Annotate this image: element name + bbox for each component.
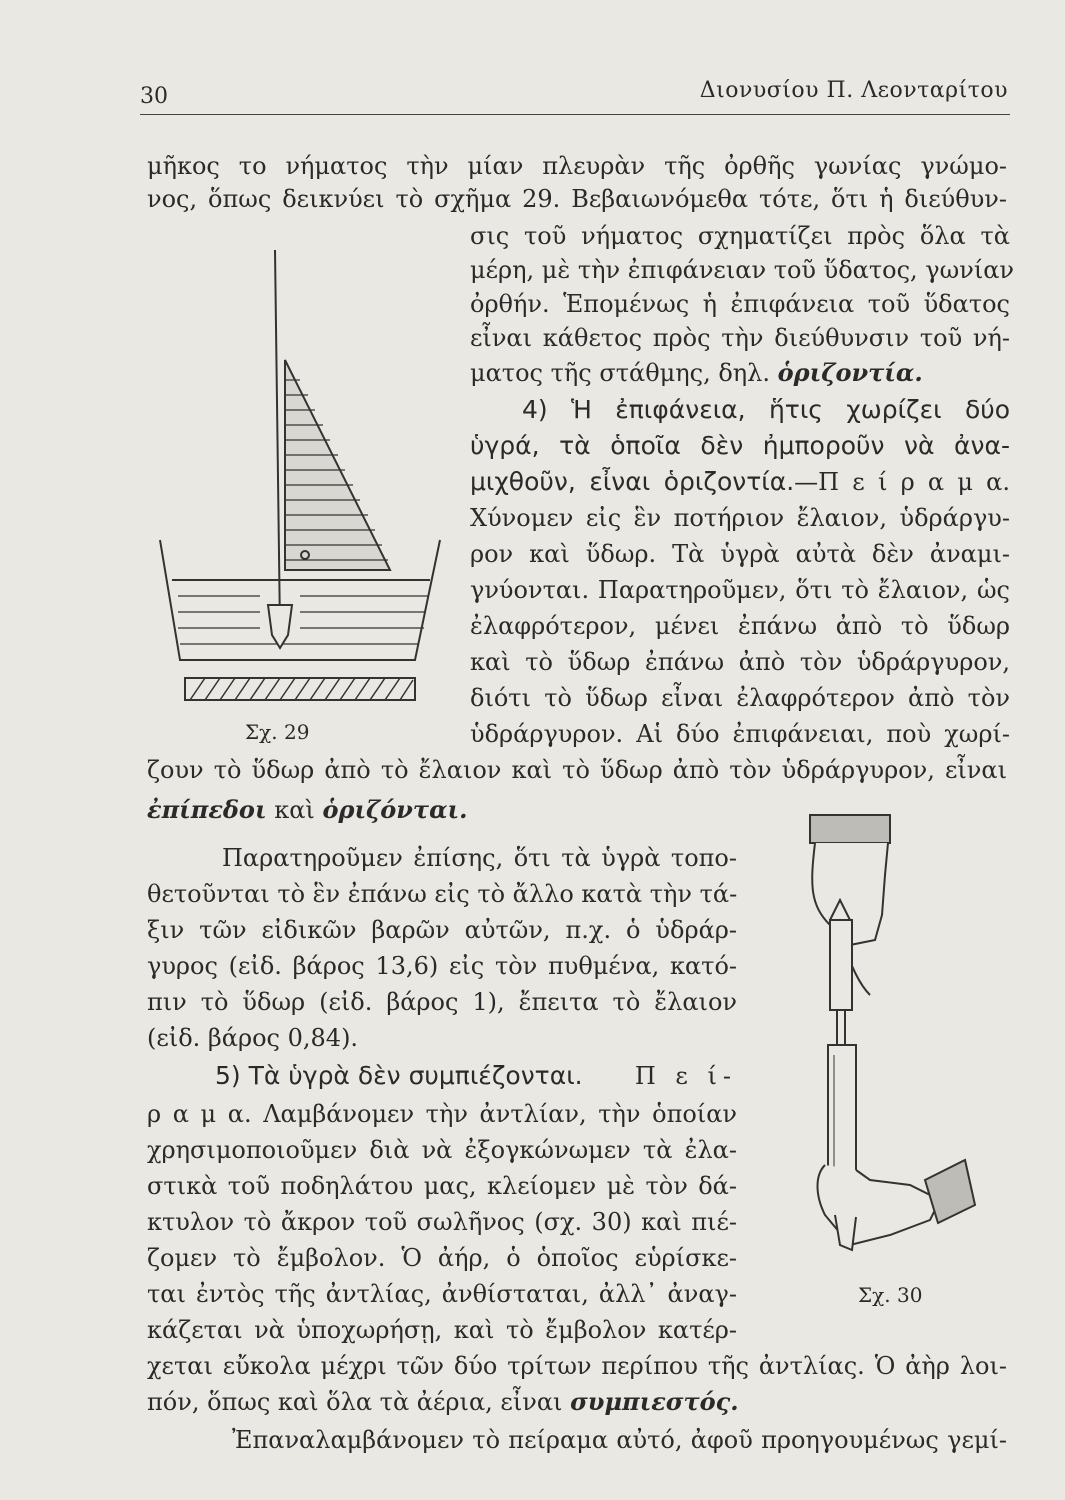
text-line: ται ἐντὸς τῆς ἀντλίας, ἀνθίσταται, ἀλλ᾽ ἀναγ-	[147, 1280, 737, 1308]
piston-rod-shaft	[837, 1010, 845, 1045]
text-line: ζουν τὸ ὕδωρ ἀπὸ τὸ ἔλαιον καὶ τὸ ὕδωρ ἀπὸ τὸν ὑδράργυρον, εἶναι	[147, 756, 1007, 784]
text-line: στικὰ τοῦ ποδηλάτου μας, κλείομεν μὲ τὸν δά-	[147, 1172, 737, 1200]
text-line: μέρη, μὲ τὴν ἐπιφάνειαν τοῦ ὕδατος, γωνίαν	[470, 256, 1015, 284]
running-head: Διονυσίου Π. Λεονταρίτου	[699, 78, 1008, 103]
text-line: θετοῦνται τὸ ἓν ἐπάνω εἰς τὸ ἄλλο κατὰ τὴν τά-	[147, 880, 738, 908]
text-line: Χύνομεν εἰς ἓν ποτήριον ἔλαιον, ὑδράργυ-	[470, 504, 1010, 532]
text-line: ζομεν τὸ ἔμβολον. Ὁ ἀήρ, ὁ ὁποῖος εὑρίσκε-	[147, 1244, 737, 1272]
text-line: γυρος (εἰδ. βάρος 13,6) εἰς τὸν πυθμένα, κατό-	[147, 952, 737, 980]
text-line: (εἰδ. βάρος 0,84).	[147, 1024, 359, 1052]
text-run: πόν, ὅπως καὶ ὅλα τὰ ἀέρια, εἶναι	[147, 1388, 563, 1416]
text-line: κάζεται νὰ ὑποχωρήσῃ, καὶ τὸ ἔμβολον κατέρ-	[147, 1316, 737, 1344]
text-line: πιν τὸ ὕδωρ (εἰδ. βάρος 1), ἔπειτα τὸ ἔλαιον	[147, 988, 737, 1016]
text-line: διότι τὸ ὕδωρ εἶναι ἐλαφρότερον ἀπὸ τὸν	[470, 684, 1010, 712]
text-line	[470, 357, 923, 389]
text-run: —Π ε ί ρ α μ α.	[794, 468, 1011, 496]
emphasis: ὁριζοντία.	[777, 358, 923, 387]
text-run: ματος τῆς στάθμης, δηλ.	[470, 359, 770, 387]
set-square	[285, 360, 390, 570]
text-line: μῆκος το νήματος τὴν μίαν πλευρὰν τῆς ὀρθῆς γωνίας γνώμο-	[147, 152, 1007, 180]
emphasis: ὁριζόνται.	[322, 795, 468, 824]
emphasis: ἐπίπεδοι	[147, 795, 267, 824]
text-line: γνύονται. Παρατηροῦμεν, ὅτι τὸ ἔλαιον, ὡς	[470, 576, 1010, 604]
page-number: 30	[140, 84, 168, 109]
text-line: ρ α μ α. Λαμβάνομεν τὴν ἀντλίαν, τὴν ὁποίαν	[147, 1100, 737, 1128]
figure-30	[790, 805, 980, 1285]
text-line	[147, 1386, 739, 1418]
text-line: ἐλαφρότερον, μένει ἐπάνω ἀπὸ τὸ ὕδωρ	[470, 612, 1010, 640]
text-line: σις τοῦ νήματος σχηματίζει πρὸς ὅλα τὰ	[470, 222, 1010, 250]
text-run: μιχθοῦν, εἶναι ὁριζοντία.	[470, 467, 795, 496]
base-hatch	[190, 678, 413, 700]
water-lines	[178, 596, 428, 644]
text-line: ὀρθήν. Ἑπομένως ἡ ἐπιφάνεια τοῦ ὕδατος	[470, 290, 1010, 318]
text-line: ξιν τῶν εἰδικῶν βαρῶν αὐτῶν, π.χ. ὁ ὑδράρ-	[147, 916, 737, 944]
section-heading	[215, 1060, 737, 1092]
section-heading: 4) Ἡ ἐπιφάνεια, ἥτις χωρίζει δύο	[522, 395, 1010, 424]
vessel-base	[185, 678, 415, 700]
text-line: ὑγρά, τὰ ὁποῖα δὲν ἠμποροῦν νὰ ἀνα-	[470, 431, 1010, 460]
thumb	[835, 1215, 856, 1250]
lower-hand	[818, 1165, 941, 1245]
plumb-bob	[268, 605, 292, 648]
pump-rod-top	[830, 920, 852, 1010]
page-header	[140, 78, 1010, 115]
text-run: καὶ	[274, 796, 315, 824]
text-line: χεται εὔκολα μέχρι τῶν δύο τρίτων περίπου τῆς ἀντλίας. Ὁ ἀὴρ λοι-	[147, 1352, 1007, 1380]
upper-cuff	[810, 815, 890, 843]
text-line: ρον καὶ ὕδωρ. Τὰ ὑγρὰ αὐτὰ δὲν ἀναμι-	[470, 540, 1010, 568]
emphasis: συμπιεστός.	[570, 1387, 739, 1416]
figure-29-caption: Σχ. 29	[245, 720, 310, 744]
text-line: Ἐπαναλαμβάνομεν τὸ πείραμα αὐτό, ἀφοῦ προηγουμένως γεμί-	[232, 1426, 1007, 1454]
figure-30-caption: Σχ. 30	[858, 1283, 923, 1307]
heading-text: 5) Τὰ ὑγρὰ δὲν συμπιέζονται.	[215, 1061, 583, 1090]
text-line: εἶναι κάθετος πρὸς τὴν διεύθυνσιν τοῦ νή-	[470, 324, 1010, 352]
text-line: κτυλον τὸ ἄκρον τοῦ σωλῆνος (σχ. 30) καὶ πιέ-	[147, 1208, 737, 1236]
text-line: Παρατηροῦμεν ἐπίσης, ὅτι τὰ ὑγρὰ τοπο-	[222, 844, 737, 872]
text-line: χρησιμοποιοῦμεν διὰ νὰ ἐξογκώνωμεν τὰ ἐλα-	[147, 1136, 737, 1164]
text-run: Π ε ί-	[634, 1062, 737, 1090]
figure-29	[150, 240, 450, 710]
text-line	[147, 794, 468, 826]
text-line: ὑδράργυρον. Αἱ δύο ἐπιφάνειαι, ποὺ χωρί-	[470, 720, 1010, 748]
text-line	[470, 466, 1010, 498]
text-line: καὶ τὸ ὕδωρ ἐπάνω ἀπὸ τὸν ὑδράργυρον,	[470, 648, 1010, 676]
text-line: νος, ὅπως δεικνύει τὸ σχῆμα 29. Βεβαιωνόμεθα τότε, ὅτι ἡ διεύθυν-	[147, 185, 1007, 213]
plumb-string	[275, 250, 280, 630]
